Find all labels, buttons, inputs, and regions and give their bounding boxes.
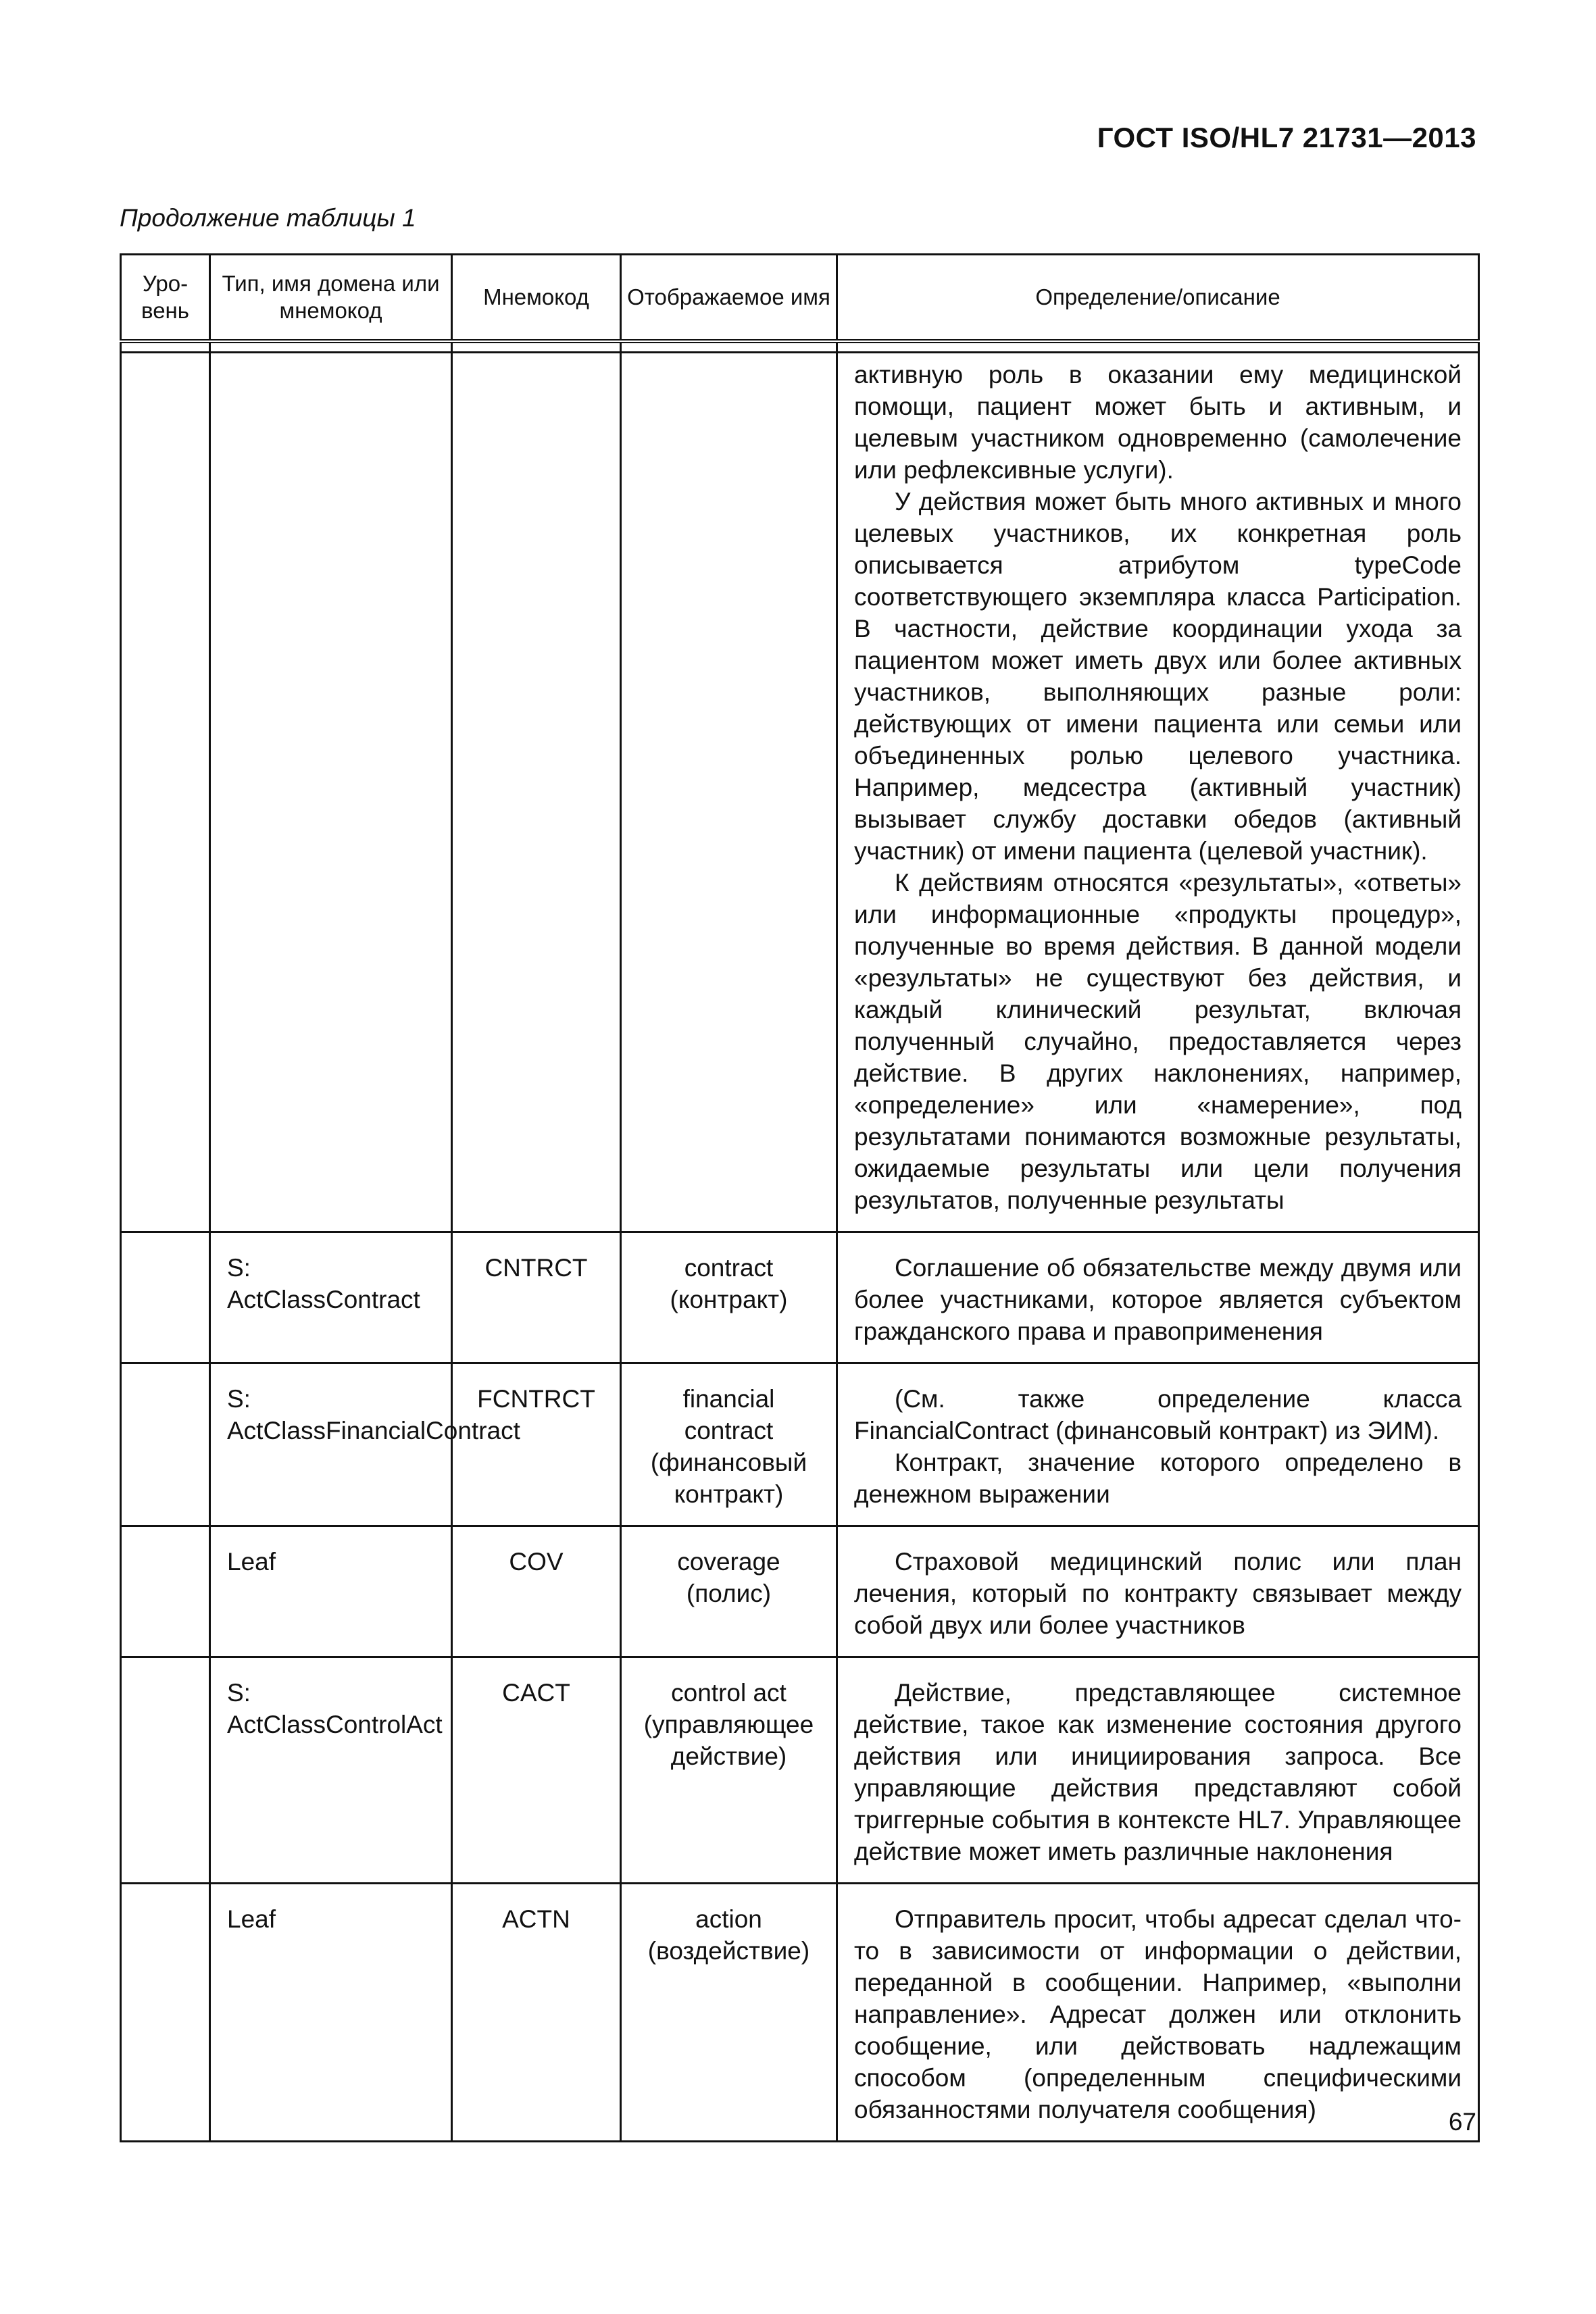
cell-mnemonic: ACTN bbox=[452, 1884, 621, 2142]
page-number: 67 bbox=[1448, 2108, 1476, 2136]
cell-definition bbox=[837, 1363, 1479, 1526]
header-type: Тип, имя домена или мнемокод bbox=[210, 255, 452, 342]
cell-type: S: ActClassFinancialContract bbox=[210, 1363, 452, 1526]
cell-mnemonic: COV bbox=[452, 1526, 621, 1657]
cell-definition bbox=[837, 353, 1479, 1232]
cell-display-name bbox=[621, 353, 837, 1232]
table-row bbox=[121, 1363, 1479, 1526]
cell-display-name: action (воздействие) bbox=[621, 1884, 837, 2142]
cell-type: Leaf bbox=[210, 1526, 452, 1657]
cell-display-name: control act (управляющее действие) bbox=[621, 1657, 837, 1884]
cell-display-name: coverage (полис) bbox=[621, 1526, 837, 1657]
header-mnemonic: Мнемокод bbox=[452, 255, 621, 342]
cell-type: S: ActClassControlAct bbox=[210, 1657, 452, 1884]
cell-definition bbox=[837, 1657, 1479, 1884]
table-header-row bbox=[121, 255, 1479, 342]
header-level: Уро-вень bbox=[121, 255, 210, 342]
cell-mnemonic: CACT bbox=[452, 1657, 621, 1884]
definition-paragraph: У действия может быть много активных и много целевых участников, их конкретная роль описывается атрибутом typeCode соответствующего экземпляра класса Participation. В частности, действие координации ухода за пациентом может иметь двух или более активных участников, выполняющих разные роли: действующих от имени пациента или семьи или объединенных ролью целевого участника. Например, медсестра (активный участник) вызывает службу доставки обедов (активный участник) от имени пациента (целевой участник). bbox=[854, 488, 1462, 865]
table-row bbox=[121, 353, 1479, 1232]
table-row bbox=[121, 1526, 1479, 1657]
cell-level bbox=[121, 1884, 210, 2142]
cell-definition bbox=[837, 1526, 1479, 1657]
table-row bbox=[121, 1657, 1479, 1884]
definition-paragraph: Отправитель просит, чтобы адресат сделал что-то в зависимости от информации о действии, переданной в сообщении. Например, «выполни направление». Адресат должен или отклонить сообщение, или действовать надлежащим способом (определенным специфическими обязанностями получателя сообщения) bbox=[854, 1905, 1462, 2123]
definition-paragraph: К действиям относятся «результаты», «ответы» или информационные «продукты процедур», полученные во время действия. В данной модели «результаты» не существуют без действия, и каждый клинический результат, включая полученный случайно, предоставляется через действие. В других наклонениях, например, «определение» или «намерение», под результатами понимаются возможные результаты, ожидаемые результаты или цели получения результатов, полученные результаты bbox=[854, 869, 1462, 1214]
document-header: ГОСТ ISO/HL7 21731—2013 bbox=[1097, 122, 1476, 153]
definition-paragraph: Действие, представляющее системное действие, такое как изменение состояния другого действия или инициирования запроса. Все управляющие действия представляют собой триггерные события в контексте HL7. Управляющее действие может иметь различные наклонения bbox=[854, 1679, 1462, 1865]
cell-level bbox=[121, 1232, 210, 1363]
table-row bbox=[121, 1884, 1479, 2142]
cell-definition bbox=[837, 1232, 1479, 1363]
cell-type: S: ActClassContract bbox=[210, 1232, 452, 1363]
header-definition: Определение/описание bbox=[837, 255, 1479, 342]
cell-mnemonic: FCNTRCT bbox=[452, 1363, 621, 1526]
table-row bbox=[121, 1232, 1479, 1363]
cell-type: Leaf bbox=[210, 1884, 452, 2142]
definition-paragraph: Соглашение об обязательстве между двумя или более участниками, которое является субъектом гражданского права и правоприменения bbox=[854, 1254, 1462, 1345]
cell-level bbox=[121, 1526, 210, 1657]
definition-paragraph: (См. также определение класса FinancialContract (финансовый контракт) из ЭИМ). bbox=[854, 1385, 1462, 1444]
header-separator bbox=[121, 341, 1479, 353]
table-continuation-label: Продолжение таблицы 1 bbox=[120, 204, 416, 232]
cell-type bbox=[210, 353, 452, 1232]
table-body bbox=[121, 353, 1479, 2142]
definition-paragraph: активную роль в оказании ему медицинской помощи, пациент может быть и активным, и целевым участником одновременно (самолечение или рефлексивные услуги). bbox=[854, 361, 1462, 484]
classification-table bbox=[120, 253, 1480, 2142]
cell-level bbox=[121, 1363, 210, 1526]
definition-paragraph: Контракт, значение которого определено в денежном выражении bbox=[854, 1449, 1462, 1508]
cell-definition bbox=[837, 1884, 1479, 2142]
definition-paragraph: Страховой медицинский полис или план лечения, который по контракту связывает между собой двух или более участников bbox=[854, 1548, 1462, 1639]
cell-level bbox=[121, 353, 210, 1232]
cell-level bbox=[121, 1657, 210, 1884]
header-display-name: Отображаемое имя bbox=[621, 255, 837, 342]
cell-display-name: contract (контракт) bbox=[621, 1232, 837, 1363]
cell-mnemonic: CNTRCT bbox=[452, 1232, 621, 1363]
cell-mnemonic bbox=[452, 353, 621, 1232]
cell-display-name: financial contract (финансовый контракт) bbox=[621, 1363, 837, 1526]
